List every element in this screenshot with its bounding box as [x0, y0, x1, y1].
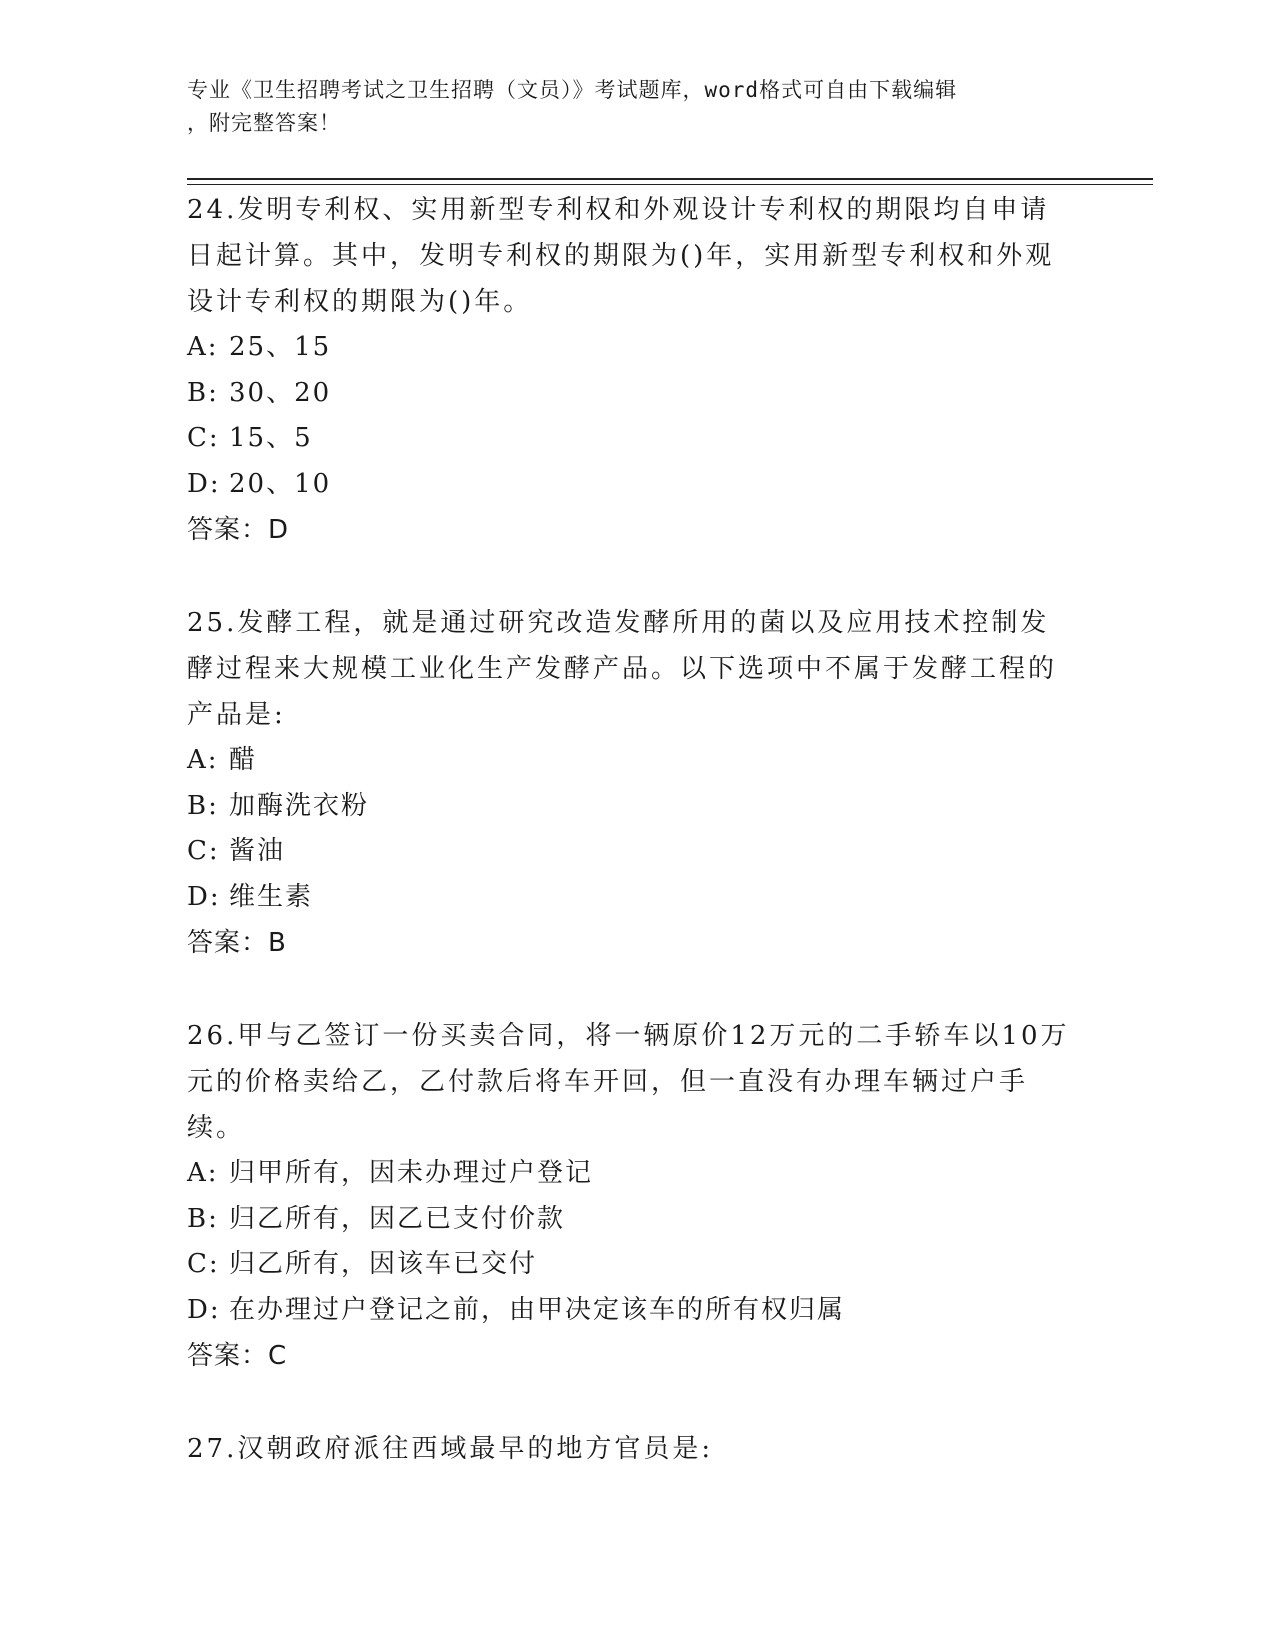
option-letter: B: — [187, 1203, 219, 1234]
option-text: 30、20 — [229, 377, 332, 408]
question-text: 24.发明专利权、实用新型专利权和外观设计专利权的期限均自申请日起计算。其中，发明专利权的期限为()年，实用新型专利权和外观设计专利权的期限为()年。 — [187, 195, 1055, 317]
question-text: 27.汉朝政府派往西域最早的地方官员是: — [187, 1434, 714, 1464]
option-b — [187, 371, 1077, 417]
header-divider-thin — [187, 184, 1153, 185]
question-list — [187, 187, 1077, 1519]
option-letter: B: — [187, 377, 219, 408]
option-text: 25、15 — [229, 332, 332, 362]
option-d — [187, 462, 1077, 508]
option-letter: D: — [187, 468, 221, 499]
option-a — [187, 738, 1077, 784]
option-a — [187, 325, 1077, 371]
option-letter: D: — [187, 1294, 221, 1325]
header-line-2: ，附完整答案！ — [187, 111, 341, 135]
option-text: 归乙所有，因该车已交付 — [229, 1249, 538, 1279]
option-text: 酱油 — [229, 836, 286, 866]
option-text: 维生素 — [229, 881, 314, 912]
question-text: 26.甲与乙签订一份买卖合同，将一辆原价12万元的二手轿车以10万元的价格卖给乙，乙付款后将车开回，但一直没有办理车辆过户手续。 — [187, 1021, 1070, 1143]
option-letter: D: — [187, 881, 221, 912]
option-text: 归乙所有，因乙已支付价款 — [229, 1203, 566, 1234]
option-b — [187, 1197, 1077, 1243]
option-text: 在办理过户登记之前，由甲决定该车的所有权归属 — [229, 1294, 846, 1325]
question-24 — [187, 187, 1077, 553]
option-text: 15、5 — [229, 423, 313, 453]
option-letter: B: — [187, 790, 219, 821]
question-26 — [187, 1013, 1077, 1379]
option-d — [187, 875, 1077, 921]
option-c — [187, 829, 1077, 875]
option-letter: C: — [187, 836, 220, 866]
answer-line: 答案：B — [187, 928, 287, 958]
option-a — [187, 1151, 1077, 1197]
document-header — [187, 74, 1067, 140]
option-text: 20、10 — [229, 468, 332, 499]
question-27 — [187, 1426, 1077, 1472]
header-line-1: 专业《卫生招聘考试之卫生招聘（文员）》考试题库，word格式可自由下载编辑 — [187, 78, 958, 102]
answer-line: 答案：C — [187, 1341, 288, 1371]
option-c — [187, 1242, 1077, 1288]
option-text: 归甲所有，因未办理过户登记 — [229, 1158, 594, 1188]
option-text: 加酶洗衣粉 — [229, 790, 370, 821]
option-letter: A: — [187, 745, 219, 775]
option-text: 醋 — [229, 745, 258, 775]
question-25 — [187, 600, 1077, 966]
option-letter: A: — [187, 332, 219, 362]
option-letter: C: — [187, 423, 220, 453]
option-c — [187, 416, 1077, 462]
question-text: 25.发酵工程，就是通过研究改造发酵所用的菌以及应用技术控制发酵过程来大规模工业化生产发酵产品。以下选项中不属于发酵工程的产品是: — [187, 608, 1058, 730]
answer-line: 答案：D — [187, 515, 290, 545]
option-d — [187, 1288, 1077, 1334]
option-letter: C: — [187, 1249, 220, 1279]
option-b — [187, 784, 1077, 830]
option-letter: A: — [187, 1158, 219, 1188]
header-divider-thick — [187, 178, 1153, 180]
